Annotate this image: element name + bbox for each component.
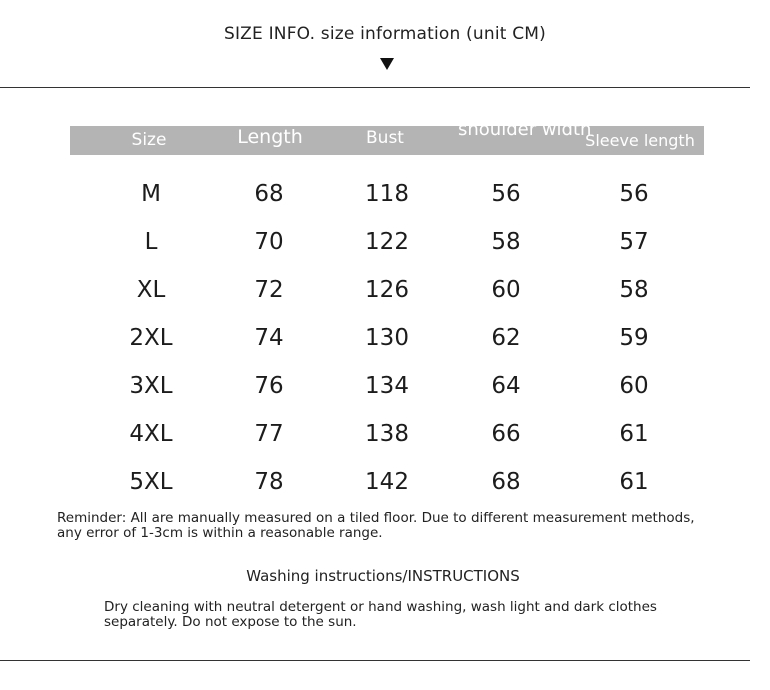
sleeve-cell: 57 — [619, 229, 649, 255]
table-row — [0, 277, 750, 311]
length-cell: 70 — [254, 229, 284, 255]
size-cell: 3XL — [129, 373, 173, 399]
size-cell: M — [141, 181, 161, 207]
table-header — [70, 119, 704, 155]
shoulder-cell: 60 — [491, 277, 521, 303]
table-row — [0, 181, 750, 215]
bust-cell: 122 — [365, 229, 409, 255]
size-cell: 4XL — [129, 421, 173, 447]
washing-instructions-title: Washing instructions/INSTRUCTIONS — [246, 567, 520, 585]
bottom-divider — [0, 660, 750, 661]
sleeve-cell: 58 — [619, 277, 649, 303]
size-cell: XL — [136, 277, 166, 303]
length-cell: 74 — [254, 325, 284, 351]
table-row — [0, 373, 750, 407]
length-cell: 78 — [254, 469, 284, 495]
length-cell: 77 — [254, 421, 284, 447]
column-header-size: Size — [131, 130, 167, 150]
sleeve-cell: 61 — [619, 421, 649, 447]
measurement-reminder: Reminder: All are manually measured on a tiled floor. Due to different measurement methods, any error of 1-3cm is within a reasonable range. — [57, 510, 695, 541]
size-cell: 5XL — [129, 469, 173, 495]
top-divider — [0, 87, 750, 88]
sleeve-cell: 59 — [619, 325, 649, 351]
sleeve-cell: 56 — [619, 181, 649, 207]
bust-cell: 134 — [365, 373, 409, 399]
page-title: SIZE INFO. size information (unit CM) — [223, 24, 547, 44]
sleeve-cell: 60 — [619, 373, 649, 399]
column-header-shoulder-width: shoulder width — [458, 119, 592, 140]
bust-cell: 126 — [365, 277, 409, 303]
length-cell: 68 — [254, 181, 284, 207]
shoulder-cell: 62 — [491, 325, 521, 351]
column-header-bust: Bust — [366, 128, 404, 148]
table-row — [0, 469, 750, 503]
column-header-sleeve-length: Sleeve length — [585, 131, 695, 150]
length-cell: 72 — [254, 277, 284, 303]
column-header-length: Length — [237, 126, 303, 148]
shoulder-cell: 68 — [491, 469, 521, 495]
bust-cell: 130 — [365, 325, 409, 351]
washing-instructions-text: Dry cleaning with neutral detergent or hand washing, wash light and dark clothes separately. Do not expose to the sun. — [104, 599, 657, 630]
shoulder-cell: 58 — [491, 229, 521, 255]
table-row — [0, 421, 750, 455]
bust-cell: 118 — [365, 181, 409, 207]
bust-cell: 142 — [365, 469, 409, 495]
size-cell: L — [144, 229, 158, 255]
shoulder-cell: 64 — [491, 373, 521, 399]
shoulder-cell: 56 — [491, 181, 521, 207]
bust-cell: 138 — [365, 421, 409, 447]
table-row — [0, 325, 750, 359]
sleeve-cell: 61 — [619, 469, 649, 495]
size-cell: 2XL — [129, 325, 173, 351]
down-arrow-icon — [380, 58, 394, 70]
table-row — [0, 229, 750, 263]
length-cell: 76 — [254, 373, 284, 399]
shoulder-cell: 66 — [491, 421, 521, 447]
